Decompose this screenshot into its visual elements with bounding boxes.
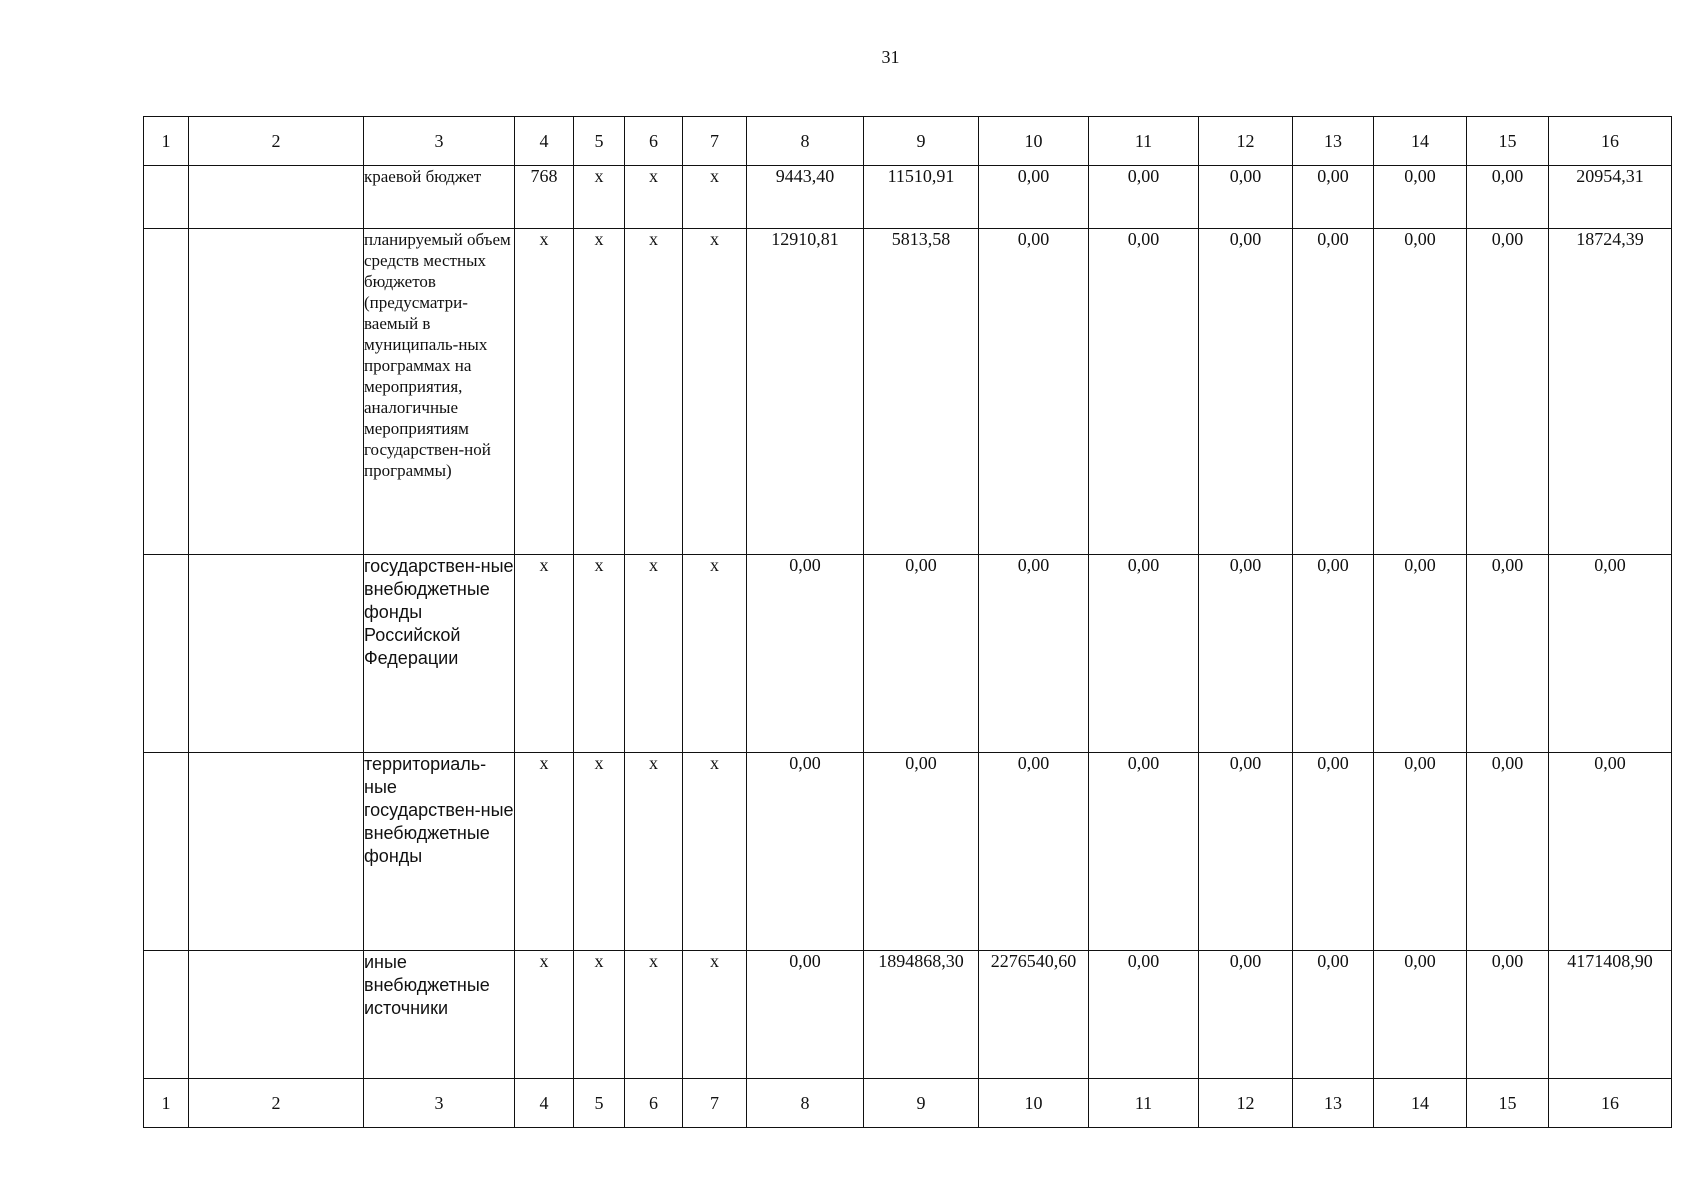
table-cell: 0,00: [747, 753, 864, 951]
row-number-cell: [144, 951, 189, 1079]
column-number: 10: [979, 1079, 1089, 1128]
table-cell: 0,00: [747, 951, 864, 1079]
table-cell: 0,00: [1199, 951, 1293, 1079]
row-number-cell: [144, 555, 189, 753]
column-number: 3: [364, 117, 515, 166]
column-number: 7: [683, 117, 747, 166]
row-number-cell: [144, 229, 189, 555]
column-number: 9: [864, 117, 979, 166]
table-cell: 0,00: [1374, 166, 1467, 229]
table-cell: 0,00: [1467, 166, 1549, 229]
table-cell: х: [683, 951, 747, 1079]
row-number-cell: [144, 166, 189, 229]
table-cell: 0,00: [1089, 753, 1199, 951]
column-number: 1: [144, 117, 189, 166]
table-cell: х: [683, 555, 747, 753]
column-number: 15: [1467, 1079, 1549, 1128]
column-number: 12: [1199, 117, 1293, 166]
table-cell: 9443,40: [747, 166, 864, 229]
table-row: [144, 753, 1672, 951]
table-cell: х: [574, 166, 625, 229]
column-number: 14: [1374, 117, 1467, 166]
table-row: [144, 555, 1672, 753]
table-cell: 0,00: [1293, 951, 1374, 1079]
column-number: 2: [189, 117, 364, 166]
table-cell: 0,00: [979, 229, 1089, 555]
column-number: 1: [144, 1079, 189, 1128]
table-cell: х: [683, 229, 747, 555]
table-cell: х: [515, 951, 574, 1079]
column-number: 11: [1089, 1079, 1199, 1128]
total-cell: 20954,31: [1549, 166, 1672, 229]
column-number: 8: [747, 1079, 864, 1128]
table-cell: 0,00: [1089, 229, 1199, 555]
table-cell: 0,00: [1467, 229, 1549, 555]
table-cell: 0,00: [1199, 229, 1293, 555]
table-cell: х: [515, 229, 574, 555]
column-number: 9: [864, 1079, 979, 1128]
table-cell: 0,00: [979, 753, 1089, 951]
total-cell: 4171408,90: [1549, 951, 1672, 1079]
column-number-header-row: [144, 117, 1672, 166]
table-cell: х: [625, 229, 683, 555]
table-cell: х: [574, 555, 625, 753]
column-number: 14: [1374, 1079, 1467, 1128]
program-name-cell: [189, 555, 364, 753]
table-cell: 0,00: [1374, 753, 1467, 951]
funding-source-cell: иные внебюджетные источники: [364, 951, 515, 1079]
table-cell: 0,00: [1199, 555, 1293, 753]
column-number: 8: [747, 117, 864, 166]
column-number: 4: [515, 117, 574, 166]
table-cell: 0,00: [979, 555, 1089, 753]
table-cell: 0,00: [864, 555, 979, 753]
total-cell: 0,00: [1549, 555, 1672, 753]
table-cell: 0,00: [1467, 753, 1549, 951]
funding-source-cell: территориаль-ные государствен-ные внебюджетные фонды: [364, 753, 515, 951]
table-cell: х: [625, 555, 683, 753]
table-cell: х: [574, 753, 625, 951]
table-cell: х: [574, 229, 625, 555]
total-cell: 18724,39: [1549, 229, 1672, 555]
table-cell: 0,00: [1089, 555, 1199, 753]
table-cell: х: [625, 166, 683, 229]
table-cell: х: [515, 555, 574, 753]
table-row: [144, 229, 1672, 555]
column-number: 10: [979, 117, 1089, 166]
program-name-cell: [189, 229, 364, 555]
funding-source-cell: государствен-ные внебюджетные фонды Российской Федерации: [364, 555, 515, 753]
table-cell: 11510,91: [864, 166, 979, 229]
table-cell: 0,00: [1374, 951, 1467, 1079]
table-cell: х: [683, 753, 747, 951]
table-cell: 0,00: [747, 555, 864, 753]
column-number: 4: [515, 1079, 574, 1128]
program-name-cell: [189, 753, 364, 951]
table-cell: 12910,81: [747, 229, 864, 555]
table-cell: 0,00: [1089, 951, 1199, 1079]
table-cell: 0,00: [1089, 166, 1199, 229]
program-name-cell: [189, 951, 364, 1079]
column-number: 13: [1293, 117, 1374, 166]
table-cell: 0,00: [1293, 166, 1374, 229]
total-cell: 0,00: [1549, 753, 1672, 951]
page-number: 31: [881, 47, 900, 67]
column-number: 5: [574, 117, 625, 166]
table-cell: 0,00: [864, 753, 979, 951]
program-name-cell: [189, 166, 364, 229]
table-cell: 2276540,60: [979, 951, 1089, 1079]
column-number: 13: [1293, 1079, 1374, 1128]
column-number: 12: [1199, 1079, 1293, 1128]
table-cell: 0,00: [1199, 753, 1293, 951]
table-cell: х: [625, 753, 683, 951]
table-cell: х: [683, 166, 747, 229]
table-cell: 0,00: [1293, 229, 1374, 555]
table-cell: 0,00: [979, 166, 1089, 229]
table-cell: 5813,58: [864, 229, 979, 555]
column-number: 15: [1467, 117, 1549, 166]
column-number: 7: [683, 1079, 747, 1128]
column-number: 6: [625, 1079, 683, 1128]
table-cell: 0,00: [1467, 951, 1549, 1079]
table-cell: 0,00: [1293, 555, 1374, 753]
table-cell: х: [515, 753, 574, 951]
column-number: 6: [625, 117, 683, 166]
row-number-cell: [144, 753, 189, 951]
column-number: 11: [1089, 117, 1199, 166]
column-number: 16: [1549, 117, 1672, 166]
table-cell: 0,00: [1374, 229, 1467, 555]
funding-source-cell: планируемый объем средств местных бюджетов (предусматри-ваемый в муниципаль-ных программах на мероприятия, аналогичные мероприятиям государствен-ной программы): [364, 229, 515, 555]
column-number: 5: [574, 1079, 625, 1128]
funding-source-cell: краевой бюджет: [364, 166, 515, 229]
table-row: [144, 166, 1672, 229]
table-cell: 0,00: [1374, 555, 1467, 753]
table-cell: 768: [515, 166, 574, 229]
budget-table: [143, 116, 1672, 1128]
column-number: 16: [1549, 1079, 1672, 1128]
table-cell: 0,00: [1199, 166, 1293, 229]
table-cell: 0,00: [1467, 555, 1549, 753]
column-number: 3: [364, 1079, 515, 1128]
table-cell: х: [625, 951, 683, 1079]
table-cell: 0,00: [1293, 753, 1374, 951]
table-row: [144, 951, 1672, 1079]
column-number-footer-row: [144, 1079, 1672, 1128]
column-number: 2: [189, 1079, 364, 1128]
table-cell: х: [574, 951, 625, 1079]
table-cell: 1894868,30: [864, 951, 979, 1079]
